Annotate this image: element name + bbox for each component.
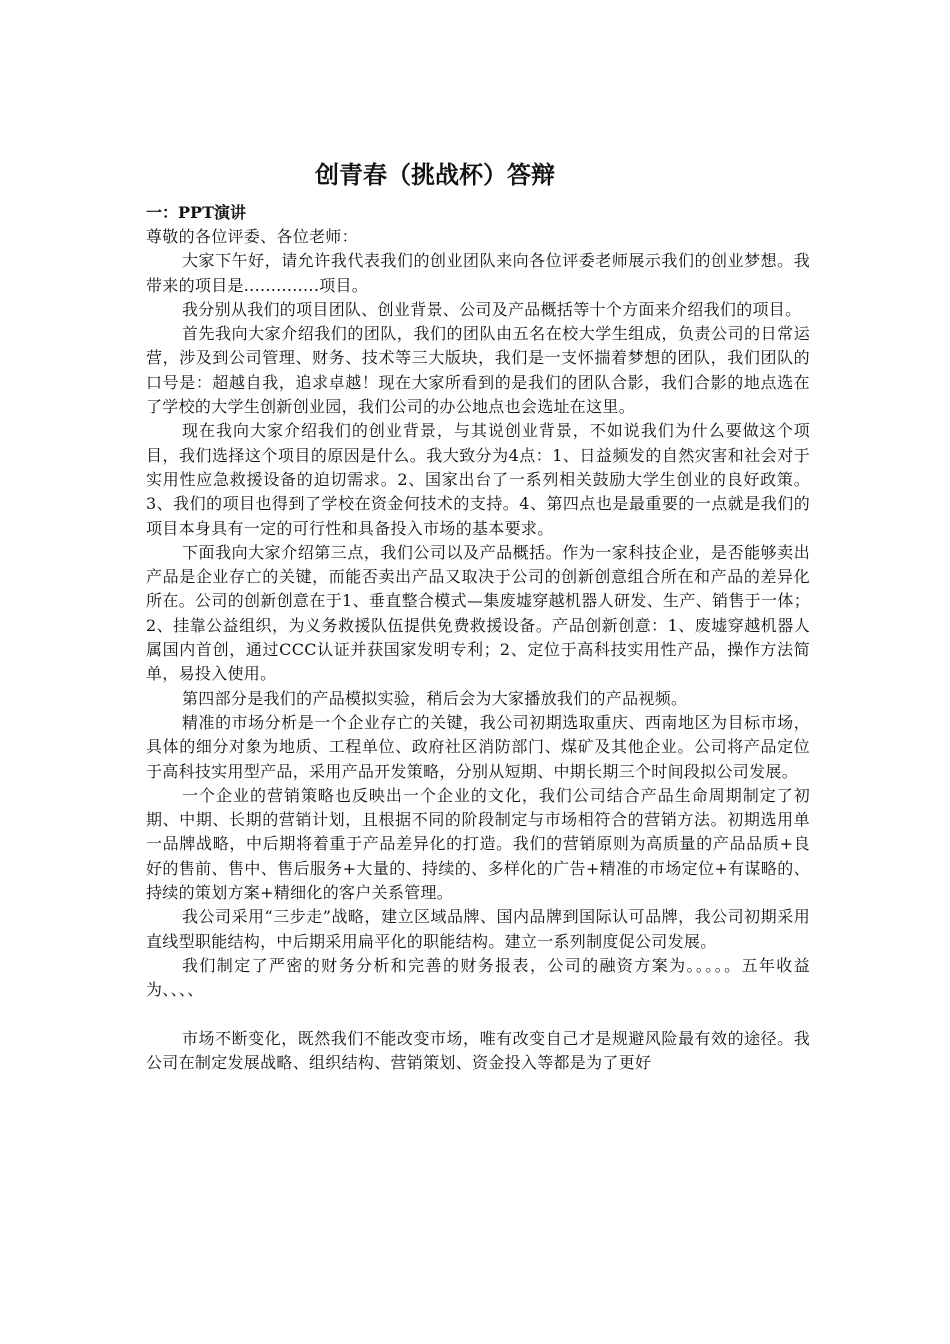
paragraph-team: 首先我向大家介绍我们的团队，我们的团队由五名在校大学生组成，负责公司的日常运营，涉及到公司管理、财务、技术等三大版块，我们是一支怀揣着梦想的团队，我们团队的口号是：超越自我，追求卓越！现在大家所看到的是我们的团队合影，我们合影的地点选在了学校的大学生创新创业园，我们公司的办公地点也会选址在这里。 [146,324,810,417]
paragraph-marketing-strategy: 一个企业的营销策略也反映出一个企业的文化，我们公司结合产品生命周期制定了初期、中期、长期的营销计划，且根据不同的阶段制定与市场相符合的营销方法。初期选用单一品牌战略，中后期将着重于产品差异化的打造。我们的营销原则为高质量的产品品质+良好的售前、售中、售后服务+大量的、持续的、多样化的广告+精准的市场定位+有谋略的、持续的策划方案+精细化的客户关系管理。 [146,785,810,903]
paragraph-overview: 我分别从我们的项目团队、创业背景、公司及产品概括等十个方面来介绍我们的项目。 [182,299,802,319]
paragraph-company-product: 下面我向大家介绍第三点，我们公司以及产品概括。作为一家科技企业，是否能够卖出产品是企业存亡的关键，而能否卖出产品又取决于公司的创新创意组合所在和产品的差异化所在。公司的创新创意在于1、垂直整合模式—集废墟穿越机器人研发、生产、销售于一体；2、挂靠公益组织，为义务救援队伍提供免费救援设备。产品创新创意：1、废墟穿越机器人属国内首创，通过CCC认证并获国家发明专利；2、定位于高科技实用性产品，操作方法简单，易投入使用。 [146,542,810,684]
document-title: 创青春（挑战杯）答辩 [315,161,555,189]
paragraph-greeting: 大家下午好，请允许我代表我们的创业团队来向各位评委老师展示我们的创业梦想。我带来的项目是..............项目。 [146,251,810,295]
paragraph-three-step-strategy: 我公司采用“三步走”战略，建立区域品牌、国内品牌到国际认可品牌，我公司初期采用直线型职能结构，中后期采用扁平化的职能结构。建立一系列制度促公司发展。 [146,907,810,951]
paragraph-market-analysis: 精准的市场分析是一个企业存亡的关键，我公司初期选取重庆、西南地区为目标市场，具体的细分对象为地质、工程单位、政府社区消防部门、煤矿及其他企业。公司将产品定位于高科技实用型产品，采用产品开发策略，分别从短期、中期长期三个时间段拟公司发展。 [146,712,810,781]
paragraph-risk: 市场不断变化，既然我们不能改变市场，唯有改变自己才是规避风险最有效的途径。我公司在制定发展战略、组织结构、营销策划、资金投入等都是为了更好 [146,1028,810,1073]
salutation: 尊敬的各位评委、各位老师： [146,227,358,246]
paragraph-finance: 我们制定了严密的财务分析和完善的财务报表，公司的融资方案为。。。。。五年收益为、、、、 [146,955,810,1000]
section-heading: 一：PPT演讲 [146,203,246,222]
paragraph-background: 现在我向大家介绍我们的创业背景，与其说创业背景，不如说我们为什么要做这个项目，我们选择这个项目的原因是什么。我大致分为4点：1、日益频发的自然灾害和社会对于实用性应急救援设备的迫切需求。2、国家出台了一系列相关鼓励大学生创业的良好政策。3、我们的项目也得到了学校在资金何技术的支持。4、第四点也是最重要的一点就是我们的项目本身具有一定的可行性和具备投入市场的基本要求。 [146,421,810,538]
paragraph-simulation: 第四部分是我们的产品模拟实验，稍后会为大家播放我们的产品视频。 [182,688,688,708]
blank-line [146,1003,810,1027]
document-body [146,201,810,1075]
